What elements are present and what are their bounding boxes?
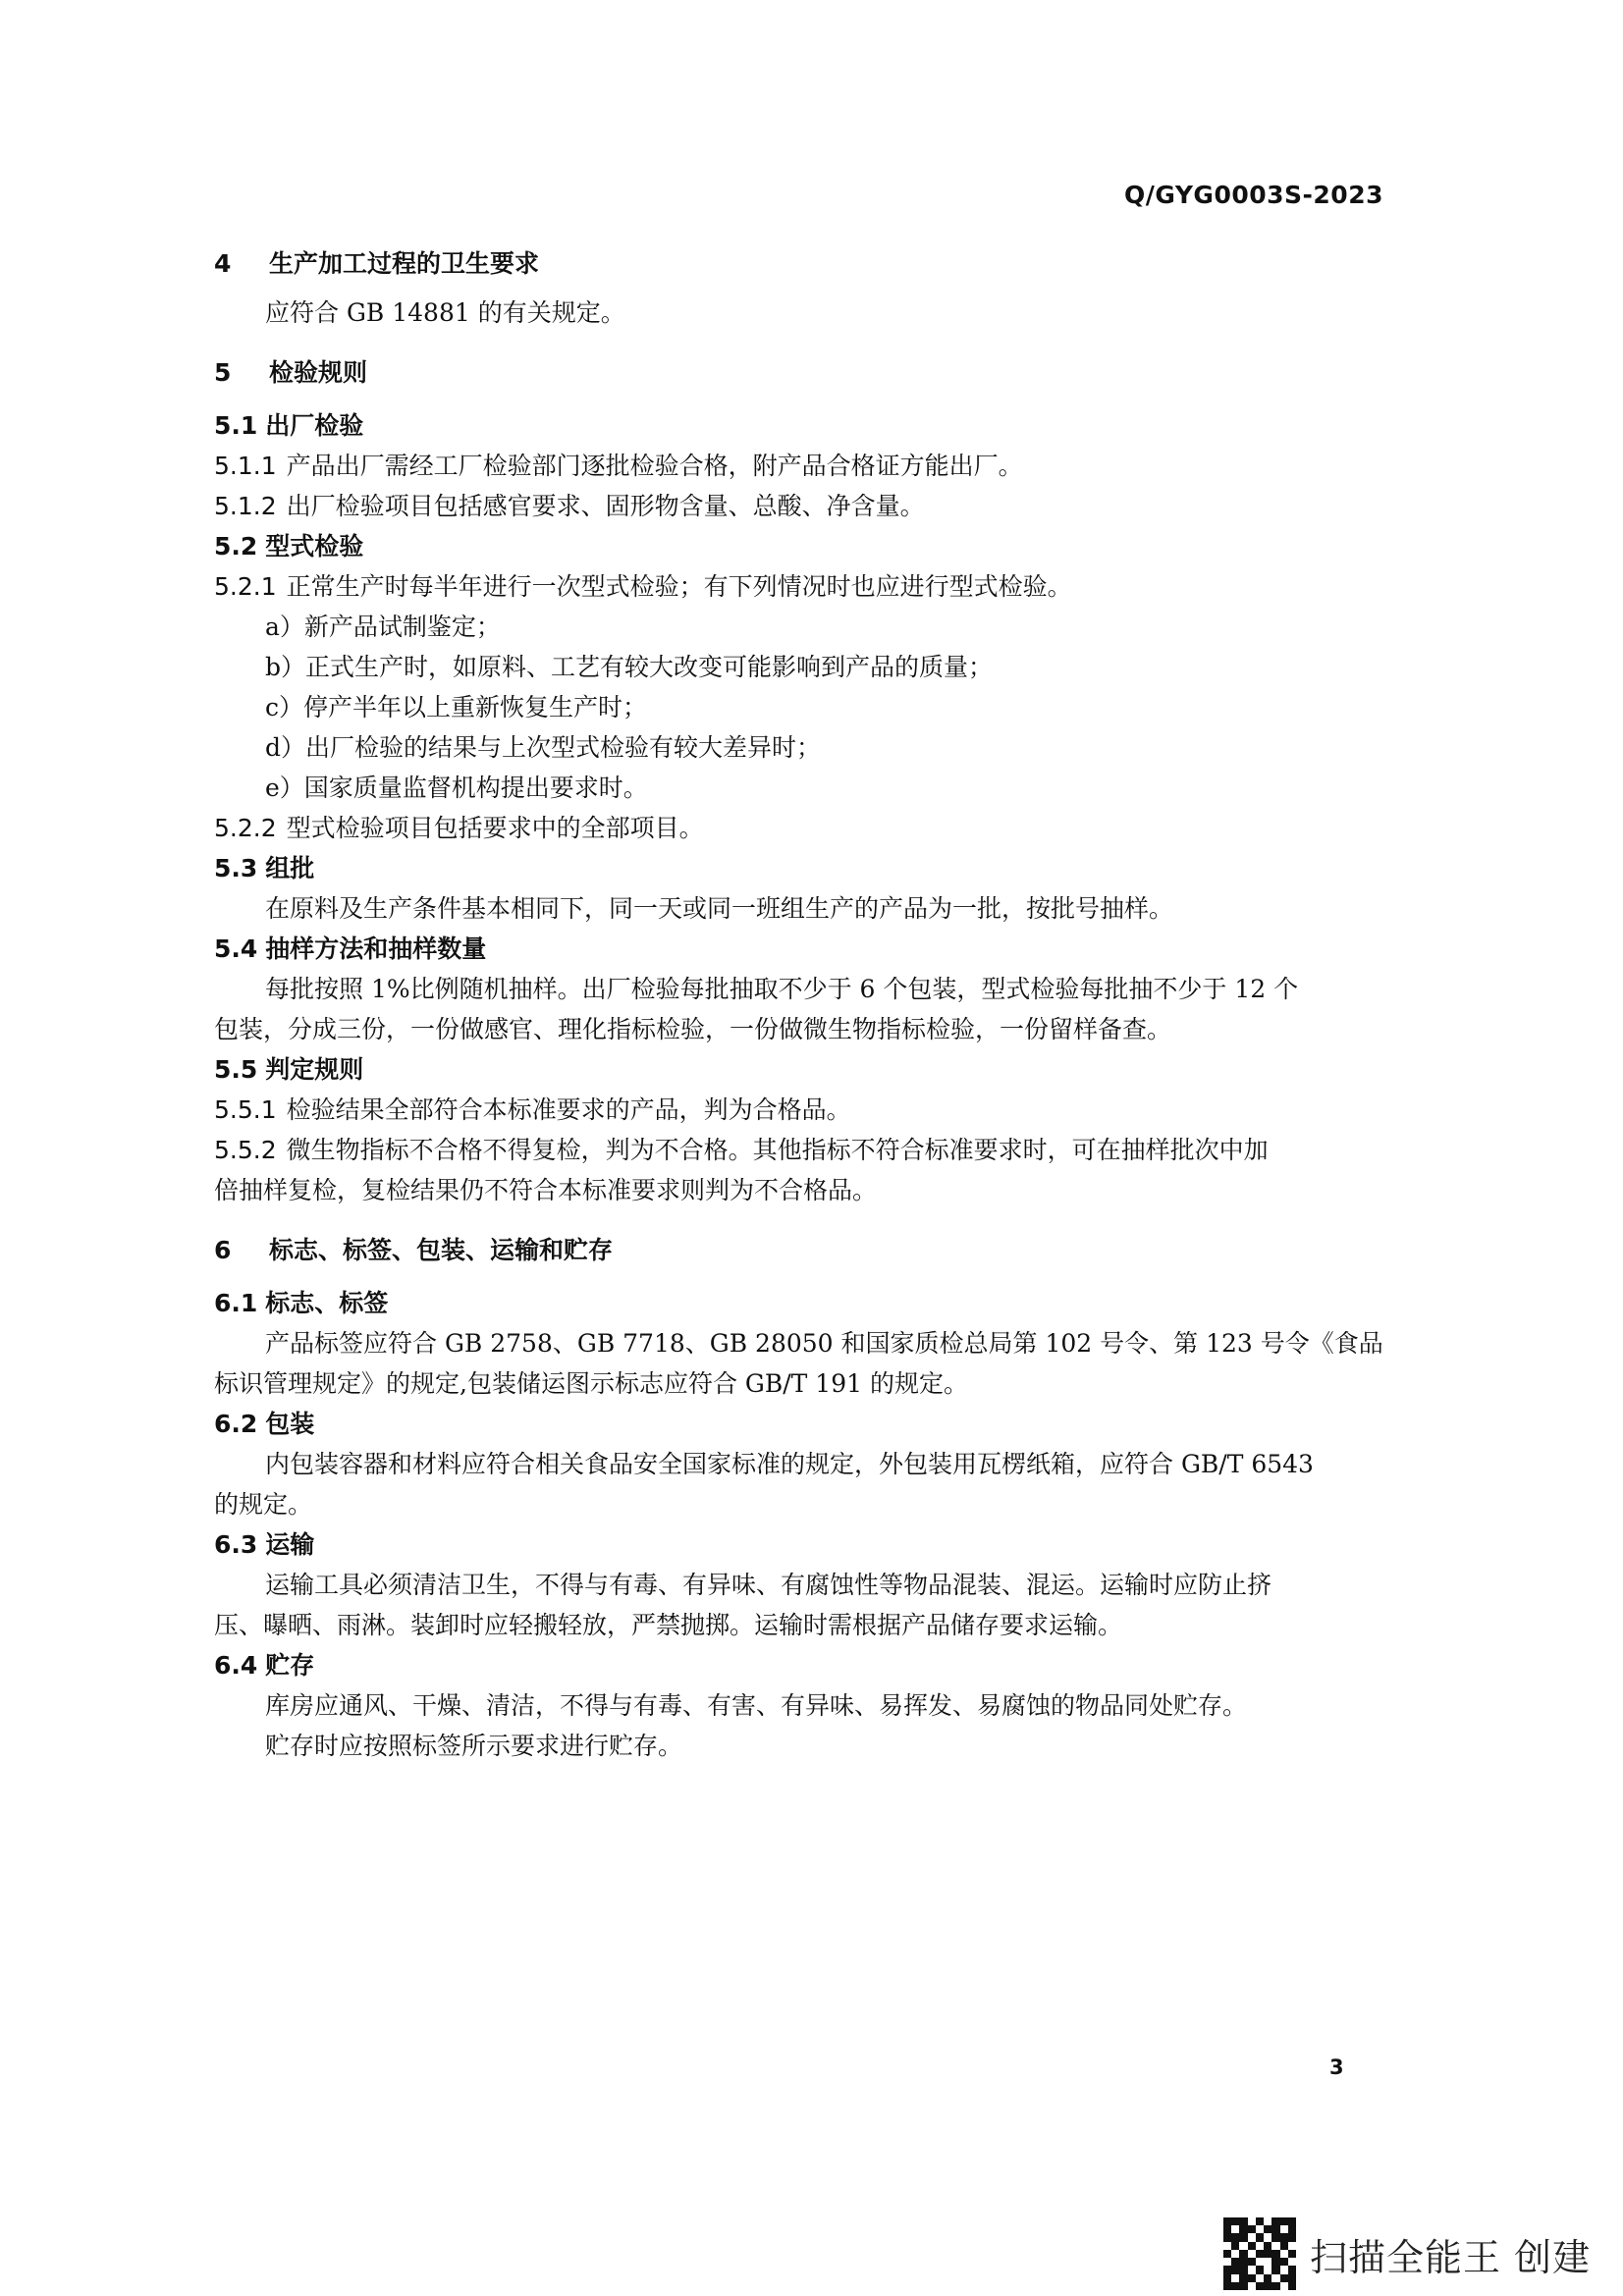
section-number: 4 xyxy=(214,249,232,278)
section-6-heading xyxy=(214,1232,1392,1269)
section-title: 标志、标签、包装、运输和贮存 xyxy=(269,1236,614,1264)
section-5-5-heading: 5.5 判定规则 xyxy=(214,1055,364,1084)
section-5-2-heading: 5.2 型式检验 xyxy=(214,532,364,561)
section-4-text: 应符合 GB 14881 的有关规定。 xyxy=(265,298,625,327)
qr-code-icon xyxy=(1223,2217,1296,2290)
list-item: a）新产品试制鉴定； xyxy=(265,613,501,641)
section-6-2-heading: 6.2 包装 xyxy=(214,1410,315,1438)
section-number: 6 xyxy=(214,1236,232,1264)
section-5-4-heading: 5.4 抽样方法和抽样数量 xyxy=(214,934,487,963)
clause-5-1-1: 5.1.1 产品出厂需经工厂检验部门逐批检验合格，附产品合格证方能出厂。 xyxy=(214,452,1023,480)
section-title: 生产加工过程的卫生要求 xyxy=(269,249,540,278)
clause-5-1-2: 5.1.2 出厂检验项目包括感官要求、固形物含量、总酸、净含量。 xyxy=(214,492,925,520)
section-6-1-line-1: 产品标签应符合 GB 2758、GB 7718、GB 28050 和国家质检总局第 102 号令、第 123 号令《食品 xyxy=(265,1329,1383,1358)
page-number: 3 xyxy=(1329,2056,1344,2079)
list-item: b）正式生产时，如原料、工艺有较大改变可能影响到产品的质量； xyxy=(265,653,994,681)
section-number: 5 xyxy=(214,358,232,387)
list-item: c）停产半年以上重新恢复生产时； xyxy=(265,693,648,721)
standard-code: Q/GYG0003S-2023 xyxy=(1123,181,1383,209)
section-5-3-text: 在原料及生产条件基本相同下，同一天或同一班组生产的产品为一批，按批号抽样。 xyxy=(265,894,1174,923)
section-6-3-heading: 6.3 运输 xyxy=(214,1530,315,1559)
section-5-heading xyxy=(214,354,1392,392)
section-6-2-line-2: 的规定。 xyxy=(214,1490,313,1519)
section-6-4-line-1: 库房应通风、干燥、清洁，不得与有毒、有害、有异味、易挥发、易腐蚀的物品同处贮存。 xyxy=(265,1691,1248,1720)
section-6-1-heading: 6.1 标志、标签 xyxy=(214,1289,389,1317)
section-6-3-line-1: 运输工具必须清洁卫生，不得与有毒、有异味、有腐蚀性等物品混装、混运。运输时应防止挤 xyxy=(265,1571,1272,1599)
clause-5-5-2-line-2: 倍抽样复检，复检结果仍不符合本标准要求则判为不合格品。 xyxy=(214,1176,878,1204)
scanner-watermark xyxy=(1223,2216,1591,2291)
section-6-3-line-2: 压、曝晒、雨淋。装卸时应轻搬轻放，严禁抛掷。运输时需根据产品储存要求运输。 xyxy=(214,1611,1123,1639)
clause-5-5-1: 5.5.1 检验结果全部符合本标准要求的产品，判为合格品。 xyxy=(214,1095,851,1124)
clause-5-5-2: 5.5.2 微生物指标不合格不得复检，判为不合格。其他指标不符合标准要求时，可在抽样批次中加 xyxy=(214,1136,1269,1164)
section-6-2-line-1: 内包装容器和材料应符合相关食品安全国家标准的规定，外包装用瓦楞纸箱，应符合 GB/T 6543 xyxy=(265,1450,1314,1478)
section-6-4-heading: 6.4 贮存 xyxy=(214,1651,315,1680)
document-body xyxy=(214,245,1392,1766)
list-item: d）出厂检验的结果与上次型式检验有较大差异时； xyxy=(265,733,822,762)
section-title: 检验规则 xyxy=(269,358,368,387)
section-5-4-line-1: 每批按照 1%比例随机抽样。出厂检验每批抽取不少于 6 个包装，型式检验每批抽不少于 12 个 xyxy=(265,975,1299,1003)
section-6-1-line-2: 标识管理规定》的规定,包装储运图示标志应符合 GB/T 191 的规定。 xyxy=(214,1369,968,1398)
clause-5-2-1: 5.2.1 正常生产时每半年进行一次型式检验；有下列情况时也应进行型式检验。 xyxy=(214,572,1072,601)
section-6-4-line-2: 贮存时应按照标签所示要求进行贮存。 xyxy=(265,1732,683,1760)
section-4-heading xyxy=(214,245,1392,283)
watermark-text: 扫描全能王 创建 xyxy=(1310,2235,1592,2279)
section-5-3-heading: 5.3 组批 xyxy=(214,854,315,882)
list-item: e）国家质量监督机构提出要求时。 xyxy=(265,774,648,802)
clause-5-2-2: 5.2.2 型式检验项目包括要求中的全部项目。 xyxy=(214,814,704,842)
section-5-1-heading: 5.1 出厂检验 xyxy=(214,411,364,440)
section-5-4-line-2: 包装，分成三份，一份做感官、理化指标检验，一份做微生物指标检验，一份留样备查。 xyxy=(214,1015,1172,1043)
